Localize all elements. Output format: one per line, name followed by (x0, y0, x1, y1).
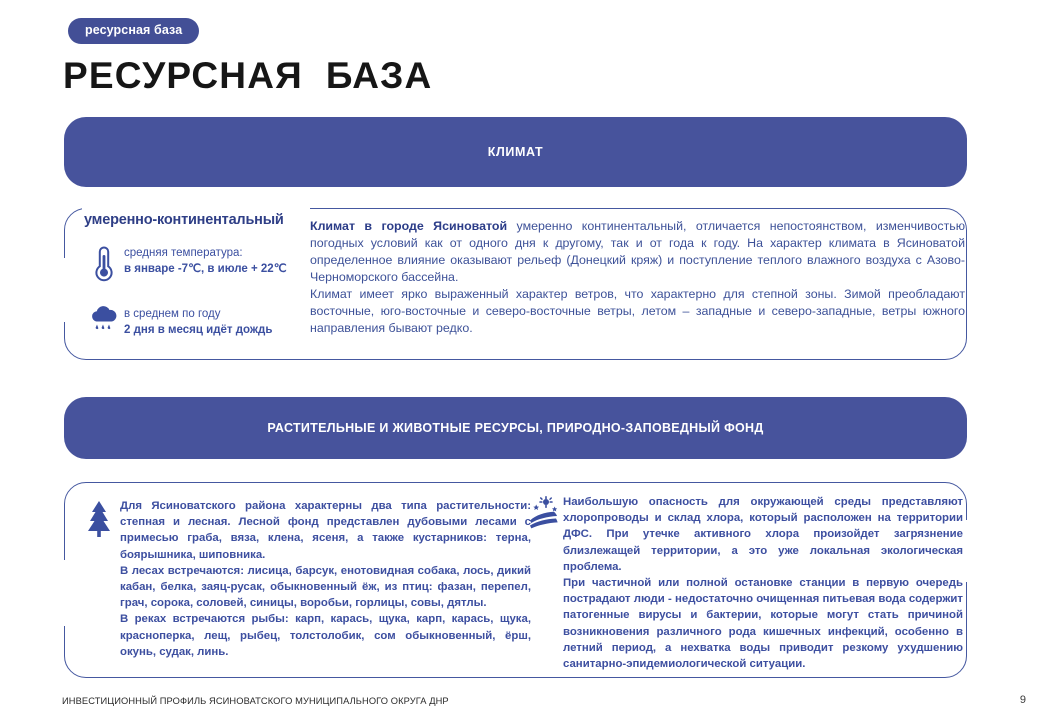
badge-label: ресурсная база (85, 23, 183, 37)
field-sun-icon (529, 494, 563, 530)
flora-card-border-gap-left (58, 560, 70, 626)
temperature-value: в январе -7℃, в июле + 22℃ (124, 262, 287, 275)
flora-right-text (563, 494, 963, 672)
flora-left-text (120, 498, 531, 660)
flora-left-paragraph-1: Для Ясиноватского района характерны два типа растительности: степная и лесная. Лесной фонд представлен дубовыми лесами с примесью граба, вяза, клена, ясеня, а также кустарников: терна, боярышника, шиповника. (120, 500, 531, 561)
flora-banner-label: РАСТИТЕЛЬНЫЕ И ЖИВОТНЫЕ РЕСУРСЫ, ПРИРОДНО-ЗАПОВЕДНЫЙ ФОНД (267, 421, 764, 435)
flora-right-paragraph-1: Наибольшую опасность для окружающей среды представляют хлоропроводы и склад хлора, который расположен на территории ДФС. При утечке активного хлора произойдет загрязнение близлежащей территории, а это уже локальная экологическая проблема. (563, 496, 963, 573)
climate-paragraph-lead: Климат в городе Ясиноватой (310, 219, 508, 233)
climate-fact-rain-text (124, 303, 272, 338)
flora-left-column (86, 498, 531, 660)
flora-section-banner (64, 397, 967, 459)
climate-paragraph-1 (310, 218, 965, 286)
climate-fact-rain (84, 303, 306, 338)
footer-document-title: ИНВЕСТИЦИОННЫЙ ПРОФИЛЬ ЯСИНОВАТСКОГО МУНИЦИПАЛЬНОГО ОКРУГА ДНР (62, 696, 449, 706)
temperature-caption: средняя температура: (124, 247, 243, 259)
climate-banner-label: КЛИМАТ (487, 145, 544, 159)
climate-summary (84, 212, 306, 338)
climate-section-banner (64, 117, 967, 187)
climate-fact-temperature-text (124, 242, 287, 277)
climate-paragraph-2: Климат имеет ярко выраженный характер ветров, что характерно для степной зоны. Зимой преобладают восточные, юго-восточные и северо-восточные ветры, летом – западные и северо-западные, ветры южного направления бывают редко. (310, 286, 965, 335)
climate-fact-temperature (84, 242, 306, 284)
fir-tree-icon (86, 498, 120, 538)
flora-left-paragraph-3: В реках встречаются рыбы: карп, карась, щука, карп, карась, щука, красноперка, лещ, рыбец, толстолобик, сом обыкновенный, ёрш, окунь, судак, линь. (120, 613, 531, 658)
flora-right-column (529, 494, 972, 672)
rain-cloud-icon (84, 303, 124, 333)
climate-card-border-gap-left (58, 258, 70, 322)
footer-page-number: 9 (1019, 694, 1026, 706)
climate-paragraph-1-rest: умеренно континентальный, отличается непостоянством, изменчивостью погодных условий как от одного дня к другому, так и от года к году. На характер климата в Ясиноватой определенное влияние оказывают рельеф (Донецкий кряж) и поступление теплого влажного воздуха с Азово-Черноморского бассейна. (310, 219, 966, 284)
thermometer-icon (84, 242, 124, 284)
flora-right-paragraph-2: При частичной или полной остановке станции в первую очередь пострадают люди - недостаточно очищенная питьевая вода содержит патогенные вирусы и бактерии, которые могут стать причиной возникновения различного рода кишечных инфекций, особенно в летний период, а нехватка воды приводит резкому ухудшению санитарно-эпидемиологической ситуации. (563, 576, 963, 670)
climate-type-label: умеренно-континентальный (84, 212, 284, 228)
page-title: РЕСУРСНАЯ БАЗА (63, 55, 433, 96)
flora-left-paragraph-2: В лесах встречаются: лисица, барсук, енотовидная собака, лось, дикий кабан, белка, заяц-русак, обыкновенный ёж, из птиц: фазан, перепел, грач, сорока, соловей, синицы, воробьи, горлицы, совы, дятлы. (120, 564, 531, 610)
climate-description (310, 218, 965, 337)
rain-value: 2 дня в месяц идёт дождь (124, 323, 273, 336)
rain-caption: в среднем по году (124, 308, 221, 320)
resource-base-badge (68, 18, 199, 44)
